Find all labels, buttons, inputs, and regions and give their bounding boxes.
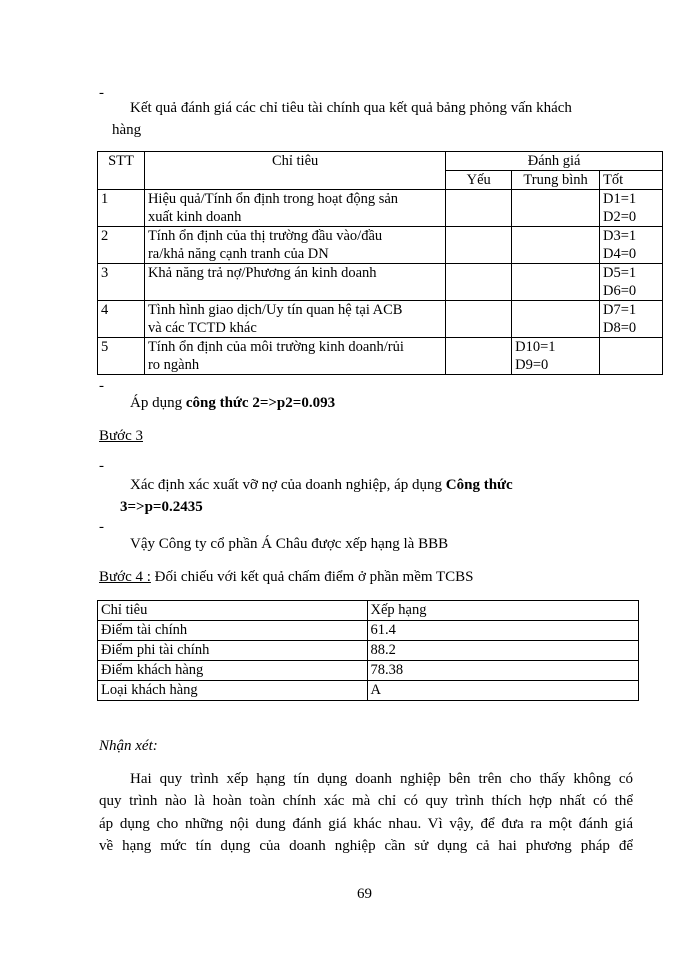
row-stt: 4	[98, 301, 145, 338]
table-row	[98, 227, 663, 264]
table-row	[98, 661, 639, 681]
step3-heading: Bước 3	[99, 428, 143, 444]
table-row	[98, 264, 663, 301]
row-yeu	[446, 301, 512, 338]
row-value: 61.4	[367, 621, 639, 641]
row-value: 78.38	[367, 661, 639, 681]
bullet-dash: -	[99, 458, 104, 474]
criterion-line: Tình hình giao dịch/Uy tín quan hệ tại ACB	[147, 302, 403, 318]
header-chi-tieu: Chỉ tiêu	[144, 152, 445, 190]
apply-formula-2: Áp dụng công thức 2=>p2=0.093	[130, 395, 336, 411]
header-tot: Tốt	[600, 171, 663, 190]
row-yeu	[446, 264, 512, 301]
table-row	[98, 641, 639, 661]
row-stt: 5	[98, 338, 145, 375]
bullet-dash: -	[99, 85, 104, 101]
row-criterion	[144, 227, 445, 264]
table-row	[98, 621, 639, 641]
header-stt: STT	[98, 152, 145, 190]
criterion-line: Tính ổn định của thị trường đầu vào/đầu	[147, 228, 383, 244]
row-yeu	[446, 227, 512, 264]
header-chi-tieu: Chỉ tiêu	[98, 601, 368, 621]
step3-line-2: 3=>p=0.2435	[120, 499, 203, 515]
bullet-dash: -	[99, 378, 104, 394]
row-label: Điểm phi tài chính	[98, 641, 368, 661]
row-stt: 3	[98, 264, 145, 301]
criterion-line: và các TCTD khác	[147, 320, 257, 336]
table-row	[98, 338, 663, 375]
row-trung-binh	[512, 264, 600, 301]
row-criterion	[144, 301, 445, 338]
remark-line: Hai quy trình xếp hạng tín dụng doanh nghiệp bên trên cho thấy không có	[130, 771, 633, 787]
row-label: Loại khách hàng	[98, 681, 368, 701]
row-criterion	[144, 190, 445, 227]
row-tot: D5=1 D6=0	[600, 264, 663, 301]
row-value: A	[367, 681, 639, 701]
criterion-line: xuất kinh doanh	[147, 209, 242, 225]
header-xep-hang: Xếp hạng	[367, 601, 639, 621]
header-yeu: Yếu	[446, 171, 512, 190]
criterion-line: Hiệu quả/Tính ổn định trong hoạt động sản	[147, 191, 399, 207]
row-label: Điểm khách hàng	[98, 661, 368, 681]
row-trung-binh: D10=1 D9=0	[512, 338, 600, 375]
table-row	[98, 190, 663, 227]
intro-line-1: Kết quả đánh giá các chỉ tiêu tài chính qua kết quả bảng phỏng vấn khách	[130, 100, 572, 116]
table-row	[98, 681, 639, 701]
step3-line-1: Xác định xác xuất vỡ nợ của doanh nghiệp, áp dụng Công thức	[130, 477, 513, 493]
row-label: Điểm tài chính	[98, 621, 368, 641]
tcbs-table	[97, 600, 639, 701]
header-trung-binh: Trung bình	[512, 171, 600, 190]
criterion-line: Tính ổn định của môi trường kinh doanh/rủi	[147, 339, 404, 355]
criterion-line: Khả năng trả nợ/Phương án kinh doanh	[147, 265, 377, 281]
criteria-table	[97, 151, 663, 375]
page-number: 69	[357, 886, 372, 902]
intro-line-2: hàng	[112, 122, 142, 138]
remark-title: Nhận xét:	[99, 738, 158, 754]
row-tot: D3=1 D4=0	[600, 227, 663, 264]
criterion-line: ro ngành	[147, 357, 200, 373]
remark-line: áp dụng cho những nội dung đánh giá khác nhau. Vì vậy, để đưa ra một đánh giá	[99, 816, 633, 832]
criterion-line: ra/khả năng cạnh tranh của DN	[147, 246, 329, 262]
row-tot: D1=1 D2=0	[600, 190, 663, 227]
table-header-row	[98, 152, 663, 171]
row-criterion	[144, 264, 445, 301]
step3-conclusion: Vậy Công ty cổ phần Á Châu được xếp hạng là BBB	[130, 536, 449, 552]
row-trung-binh	[512, 301, 600, 338]
table-header-row	[98, 601, 639, 621]
row-trung-binh	[512, 190, 600, 227]
step4-heading: Bước 4 : Đối chiếu với kết quả chấm điểm ở phần mềm TCBS	[99, 569, 474, 585]
remark-line: quy trình nào là hoàn toàn chính xác mà chỉ có quy trình thích hợp nhất có thể	[99, 793, 633, 809]
row-stt: 2	[98, 227, 145, 264]
row-tot	[600, 338, 663, 375]
remark-line: về hạng mức tín dụng của doanh nghiệp cần sử dụng cả hai phương pháp để	[99, 838, 633, 854]
table-row	[98, 301, 663, 338]
row-trung-binh	[512, 227, 600, 264]
row-yeu	[446, 338, 512, 375]
bullet-dash: -	[99, 519, 104, 535]
row-stt: 1	[98, 190, 145, 227]
row-tot: D7=1 D8=0	[600, 301, 663, 338]
header-danh-gia: Đánh giá	[446, 152, 663, 171]
row-value: 88.2	[367, 641, 639, 661]
row-yeu	[446, 190, 512, 227]
row-criterion	[144, 338, 445, 375]
